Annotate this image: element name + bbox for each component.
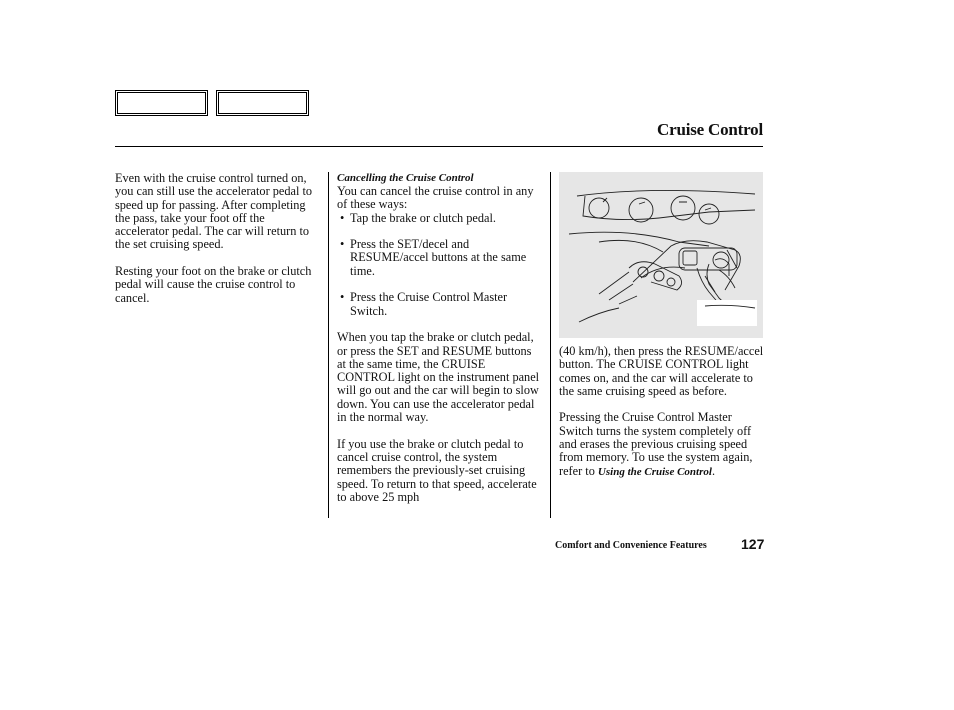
- bullet-text: Press the Cruise Control Master Switch.: [350, 290, 508, 318]
- paragraph-cancel-intro: You can cancel the cruise control in any of these ways:: [337, 184, 534, 212]
- master-switch-text: Pressing the Cruise Control Master Switch turns the system completely off and erases the previous cruising speed from memory. To use the system again, refer to: [559, 410, 753, 478]
- bullet-icon: •: [340, 290, 345, 305]
- bullet-text: Tap the brake or clutch pedal.: [350, 210, 496, 225]
- title-rule: [115, 146, 763, 147]
- column-2: [337, 172, 542, 504]
- paragraph-resting-foot: Resting your foot on the brake or clutch pedal will cause the cruise control to cancel.: [115, 264, 312, 305]
- page-title: Cruise Control: [657, 120, 763, 139]
- bullet-item: [337, 238, 542, 278]
- bullet-icon: •: [340, 237, 345, 252]
- column-1: [115, 172, 320, 305]
- cruise-control-illustration: [559, 172, 763, 338]
- paragraph-brake-memory: If you use the brake or clutch pedal to cancel cruise control, the system remembers the previously-set cruising speed. To return to that speed, accelerate to above 25 mph: [337, 436, 537, 504]
- paragraph-tap-brake: When you tap the brake or clutch pedal, or press the SET and RESUME buttons at the same time, the CRUISE CONTROL light on the instrument panel will go out and the car will begin to slow down. You can use the accelerator pedal in the normal way.: [337, 330, 540, 425]
- page-number: 127: [741, 536, 765, 552]
- column-3: [559, 345, 764, 479]
- column-divider-2: [550, 172, 551, 518]
- paragraph-passing: Even with the cruise control turned on, you can still use the accelerator pedal to speed up for passing. After completing the pass, take your foot off the accelerator pedal. The car will return to the set cruising speed.: [115, 171, 313, 252]
- sentence-end: .: [711, 463, 716, 478]
- paragraph-resume: (40 km/h), then press the RESUME/accel button. The CRUISE CONTROL light comes on, and the car will accelerate to the same cruising speed as before.: [559, 344, 764, 398]
- bullet-item: [337, 291, 542, 318]
- bullet-item: [337, 212, 542, 225]
- section-heading-cancelling: Cancelling the Cruise Control: [337, 172, 474, 184]
- column-divider-1: [328, 172, 329, 518]
- cross-reference-link[interactable]: Using the Cruise Control: [597, 465, 712, 478]
- bullet-text: Press the SET/decel and RESUME/accel buttons at the same time.: [350, 237, 527, 278]
- nav-tab-box-2[interactable]: [216, 90, 309, 116]
- nav-tab-box-1[interactable]: [115, 90, 208, 116]
- steering-column-drawing: [559, 172, 763, 338]
- bullet-icon: •: [340, 210, 345, 225]
- paragraph-master-switch: [559, 411, 764, 478]
- footer-section-label: Comfort and Convenience Features: [555, 540, 707, 551]
